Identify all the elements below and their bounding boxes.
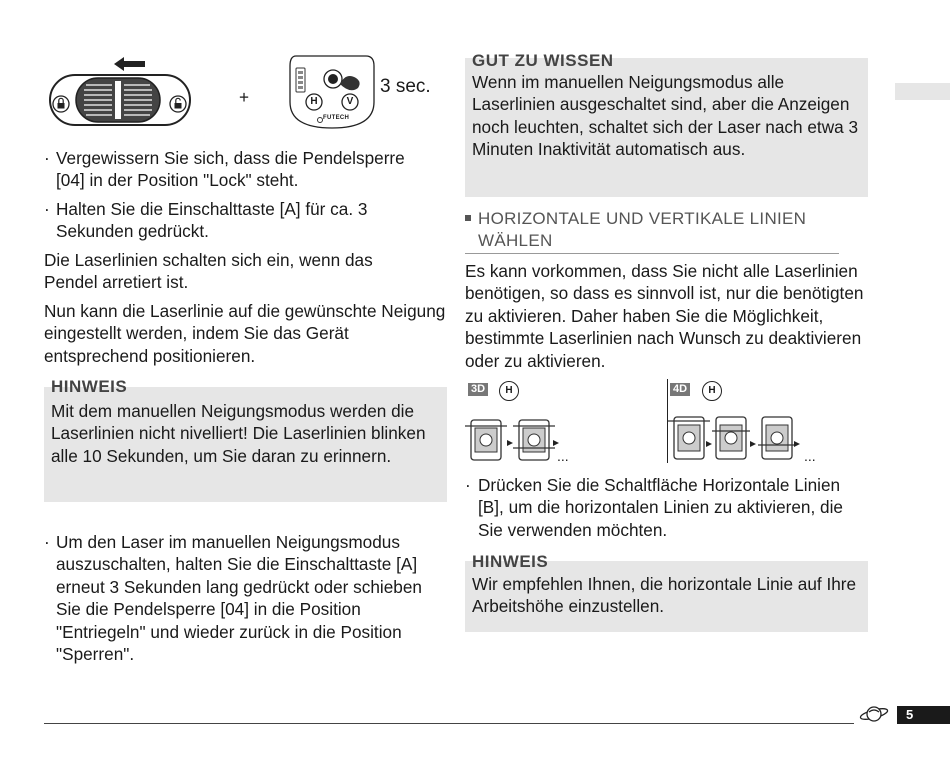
duration-label: 3 sec. bbox=[380, 76, 431, 97]
arrow-right-icon bbox=[750, 441, 756, 447]
laser-device-icon bbox=[513, 420, 555, 460]
plus-sign: + bbox=[239, 87, 250, 107]
side-tab bbox=[895, 83, 950, 100]
list-item-text: Halten Sie die Einschalttaste [A] für ca. 3 Sekunden gedrückt. bbox=[56, 199, 368, 242]
lock-open-icon bbox=[170, 96, 186, 112]
mode-label-3d: 3D bbox=[468, 383, 488, 396]
brand-label: FUTECH bbox=[323, 115, 350, 121]
list-item-text: Drücken Sie die Schaltfläche Horizontale Linien [B], um die horizontalen Linien zu aktivieren, die Sie verwenden möchten. bbox=[478, 475, 843, 540]
list-item-text: Um den Laser im manuellen Neigungsmodus auszuschalten, halten Sie die Einschalttaste [A] erneut 3 Sekunden lang gedrückt oder schieben Sie die Pendelsperre [04] in die Position "Entriegeln" und wieder zurück in die Position "Sperren". bbox=[56, 532, 422, 665]
laser-device-icon bbox=[712, 417, 750, 459]
h-button-icon: H bbox=[499, 381, 519, 401]
section-heading bbox=[465, 208, 839, 254]
section-heading-line-2: WÄHLEN bbox=[478, 231, 553, 251]
laser-4d-sequence-figure bbox=[666, 405, 811, 467]
paragraph: Die Laserlinien schalten sich ein, wenn das Pendel arretiert ist. bbox=[44, 250, 373, 293]
bullet-marker: · bbox=[465, 475, 471, 495]
hinweis-title: HINWEIS bbox=[472, 552, 549, 571]
ellipsis: ... bbox=[557, 448, 569, 464]
arrow-right-icon bbox=[507, 440, 513, 446]
lock-closed-icon bbox=[53, 96, 69, 112]
paragraph: Es kann vorkommen, dass Sie nicht alle Laserlinien benötigen, so dass es sinnvoll ist, nur die benötigten zu aktivieren. Daher haben Sie die Möglichkeit, bestimmte Laserlinien nach Wunsch zu deaktivieren oder zu aktivieren. bbox=[465, 261, 864, 371]
bullet-marker: · bbox=[44, 148, 50, 168]
section-heading-line-1: HORIZONTALE UND VERTIKALE LINIEN bbox=[478, 209, 807, 228]
h-button-icon: H bbox=[702, 381, 722, 401]
button-h-label: H bbox=[310, 96, 318, 107]
gut-zu-wissen-title: GUT ZU WISSEN bbox=[472, 51, 614, 70]
bullet-marker: · bbox=[44, 199, 50, 219]
battery-icon bbox=[296, 68, 305, 92]
arrow-left-icon bbox=[114, 57, 145, 71]
list-item-text: Vergewissern Sie sich, dass die Pendelsperre [04] in der Position "Lock" steht. bbox=[56, 148, 405, 191]
list-item bbox=[44, 531, 439, 665]
arrow-right-icon bbox=[794, 441, 800, 447]
pendulum-lock-figure bbox=[44, 55, 194, 127]
hinweis-text: Wir empfehlen Ihnen, die horizontale Linie auf Ihre Arbeitshöhe einzustellen. bbox=[472, 574, 857, 617]
hinweis-title: HINWEIS bbox=[51, 377, 128, 396]
arrow-right-icon bbox=[706, 441, 712, 447]
laser-device-icon bbox=[668, 417, 710, 459]
gut-zu-wissen-text: Wenn im manuellen Neigungsmodus alle Laserlinien ausgeschaltet sind, aber die Anzeigen noch leuchten, schaltet sich der Laser nach etwa 3 Minuten Inaktivität automatisch aus. bbox=[472, 72, 858, 160]
gut-zu-wissen-box bbox=[465, 51, 868, 197]
arrow-right-icon bbox=[553, 440, 559, 446]
list-item bbox=[465, 474, 870, 541]
square-bullet-icon bbox=[465, 215, 471, 221]
hinweis-text: Mit dem manuellen Neigungsmodus werden die Laserlinien nicht nivelliert! Die Laserlinien blinken alle 10 Sekunden, um Sie daran zu erinnern. bbox=[51, 401, 426, 466]
hinweis-box bbox=[465, 552, 868, 632]
button-v-label: V bbox=[346, 96, 354, 107]
power-button-icon bbox=[324, 70, 342, 88]
laser-device-icon bbox=[758, 417, 796, 459]
list-item bbox=[44, 147, 434, 192]
planet-logo-icon bbox=[858, 703, 890, 725]
mode-label-4d: 4D bbox=[670, 383, 690, 396]
ellipsis: ... bbox=[804, 448, 816, 464]
page-number: 5 bbox=[897, 706, 950, 724]
laser-device-icon bbox=[465, 420, 507, 460]
paragraph: Nun kann die Laserlinie auf die gewünschte Neigung eingestellt werden, indem Sie das Gerät entsprechend positionieren. bbox=[44, 301, 446, 366]
footer-rule bbox=[44, 723, 854, 724]
bullet-marker: · bbox=[44, 532, 50, 552]
hinweis-box bbox=[44, 377, 447, 502]
list-item bbox=[44, 198, 434, 243]
